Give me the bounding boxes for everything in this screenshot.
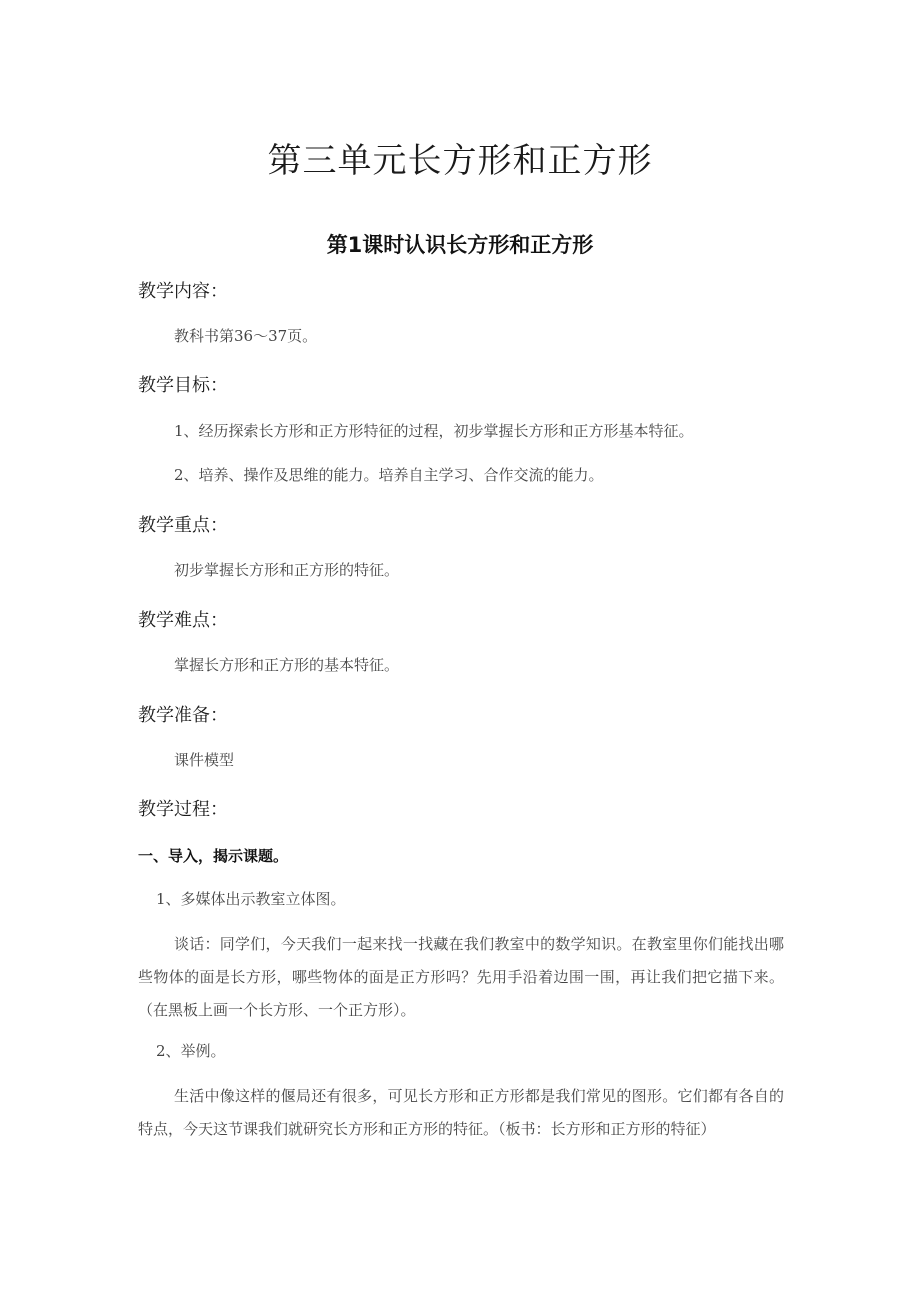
section-heading-difficulties: 教学难点： <box>138 610 228 631</box>
section-heading-process: 教学过程： <box>138 799 228 820</box>
section-heading-goals: 教学目标： <box>138 375 228 396</box>
difficulties-text: 掌握长方形和正方形的基本特征。 <box>174 656 400 674</box>
goal-item-2: 2、培养、操作及思维的能力。培养自主学习、合作交流的能力。 <box>174 466 604 484</box>
document-title: 第三单元长方形和正方形 <box>267 141 653 181</box>
process-step-1-paragraph: 谈话：同学们，今天我们一起来找一找藏在我们教室中的数学知识。在教室里你们能找出哪些物体的面是长方形，哪些物体的面是正方形吗？先用手沿着边围一围，再让我们把它描下来。（在黑板上画一个长方形、一个正方形）。 <box>138 935 784 1019</box>
goal-item-1: 1、经历探索长方形和正方形特征的过程，初步掌握长方形和正方形基本特征。 <box>174 422 694 440</box>
key-points-text: 初步掌握长方形和正方形的特征。 <box>174 561 400 579</box>
content-text: 教科书第36〜37页。 <box>174 327 318 345</box>
process-step-1: 1、多媒体出示教室立体图。 <box>156 890 346 908</box>
lesson-title: 第1课时认识长方形和正方形 <box>326 233 594 257</box>
process-step-2: 2、举例。 <box>156 1042 226 1060</box>
section-heading-preparation: 教学准备： <box>138 705 228 726</box>
process-step-2-paragraph: 生活中像这样的偃局还有很多，可见长方形和正方形都是我们常见的图形。它们都有各自的特点，今天这节课我们就研究长方形和正方形的特征。（板书：长方形和正方形的特征） <box>138 1087 784 1138</box>
section-heading-content: 教学内容： <box>138 281 228 302</box>
process-part1-heading: 一、导入，揭示课题。 <box>138 847 289 865</box>
preparation-text: 课件模型 <box>174 751 235 769</box>
section-heading-key-points: 教学重点： <box>138 515 228 536</box>
